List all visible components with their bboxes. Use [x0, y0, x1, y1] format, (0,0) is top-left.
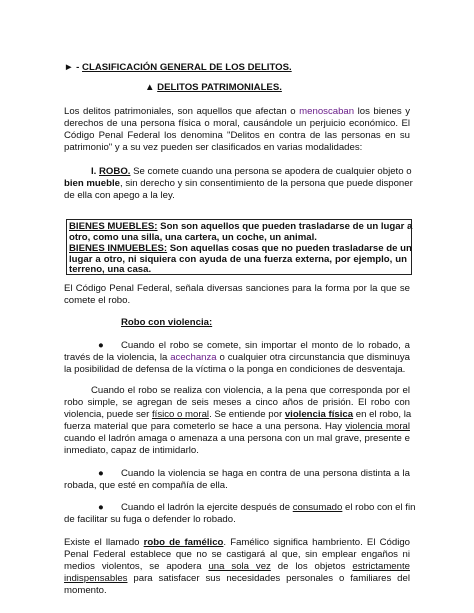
bullet-line: través de la violencia, la acechanza o cualquier otra circunstancia que disminuya — [64, 352, 410, 363]
paragraph-line: Penal Federal establece que no se castigará al que, sin emplear engaños ni — [64, 549, 410, 560]
highlight-word: acechanza — [170, 352, 217, 363]
paragraph-line: Existe el llamado robo de famélico. Famélico significa hambriento. El Código — [64, 537, 411, 548]
bullet-icon: ● — [98, 468, 104, 479]
bullet-line: Cuando la violencia se haga en contra de una persona distinta a la — [121, 468, 410, 479]
bullet-line: robada, que esté en compañía de ella. — [64, 480, 228, 491]
bullet-line: Cuando el ladrón la ejercite después de consumado el robo con el fin — [121, 502, 416, 513]
paragraph-line: violencia, puede ser físico o moral. Se entiende por violencia física en el robo, la — [64, 409, 412, 420]
paragraph-line: robo simple, se agregan de seis meses a cinco años de prisión. El robo con — [64, 397, 410, 408]
section-title: Robo con violencia: — [121, 317, 213, 328]
box-line: otro, como una silla, una cartera, un coche, un animal. — [69, 232, 317, 243]
paragraph-line: Cuando el robo se realiza con violencia, a la pena que corresponda por el — [91, 385, 410, 396]
robo-term: ROBO. — [99, 166, 131, 177]
paragraph-line: inmediato, capaz de intimidarlo. — [64, 445, 199, 456]
box-line: BIENES MUEBLES: Son son aquellos que pueden trasladarse de un lugar a — [69, 221, 413, 232]
bullet-line: de facilitar su fuga o defender lo robado. — [64, 514, 236, 525]
robo-line: de ella con apego a la ley. — [64, 190, 175, 201]
box-line: terreno, una casa. — [69, 264, 152, 275]
sub-heading — [145, 82, 282, 94]
box-line: BIENES INMUEBLES: Son aquellas cosas que no pueden trasladarse de un — [69, 243, 412, 254]
bullet-line: la posibilidad de defensa de la víctima o la ponga en condiciones de desventaja. — [64, 364, 406, 375]
robo-line: bien mueble, sin derecho y sin consentimiento de la persona que puede disponer — [64, 178, 413, 189]
bullet-icon: ● — [98, 340, 104, 351]
intro-line: patrimonio" y a su vez pueden ser clasificados en varias modalidades: — [64, 142, 363, 153]
paragraph-line: indispensables para satisfacer sus necesidades personales o familiares del — [64, 573, 410, 584]
intro-line: Los delitos patrimoniales, son aquellos que afectan o menoscaban los bienes y — [64, 106, 411, 117]
sub-heading-title: DELITOS PATRIMONIALES. — [157, 82, 282, 93]
paragraph-line: cuando el ladrón amaga o amenaza a una persona con un mal grave, presente e — [64, 433, 410, 444]
triangle-icon: ▲ — [145, 82, 155, 93]
paragraph-line: medios violentos, se apodera una sola vez de los objetos estrictamente — [64, 561, 410, 572]
paragraph-line: momento. — [64, 585, 107, 596]
bullet-icon: ● — [98, 502, 104, 513]
arrow-icon: ► — [64, 62, 74, 73]
intro-line: Código Penal Federal los denomina "Delitos en contra de las personas en su — [64, 130, 410, 141]
paragraph-line: fuerza material que para cometerlo se hace a una persona. Hay violencia moral — [64, 421, 410, 432]
sanciones-line: El Código Penal Federal, señala diversas sanciones para la forma por la que se — [64, 283, 410, 294]
main-heading: ► - CLASIFICACIÓN GENERAL DE LOS DELITOS. — [64, 62, 292, 73]
robo-line: I. ROBO. Se comete cuando una persona se apodera de cualquier objeto o — [91, 166, 412, 177]
intro-line: derechos de una persona física o moral, causándole un perjuicio económico. El — [64, 118, 410, 129]
sanciones-line: comete el robo. — [64, 295, 131, 306]
box-line: lugar a otro, ni siquiera con ayuda de una fuerza externa, por ejemplo, un — [69, 254, 407, 265]
bullet-line: Cuando el robo se comete, sin importar el monto de lo robado, a — [121, 340, 410, 351]
heading-title: CLASIFICACIÓN GENERAL DE LOS DELITOS. — [82, 62, 292, 73]
highlight-word: menoscaban — [299, 106, 355, 117]
